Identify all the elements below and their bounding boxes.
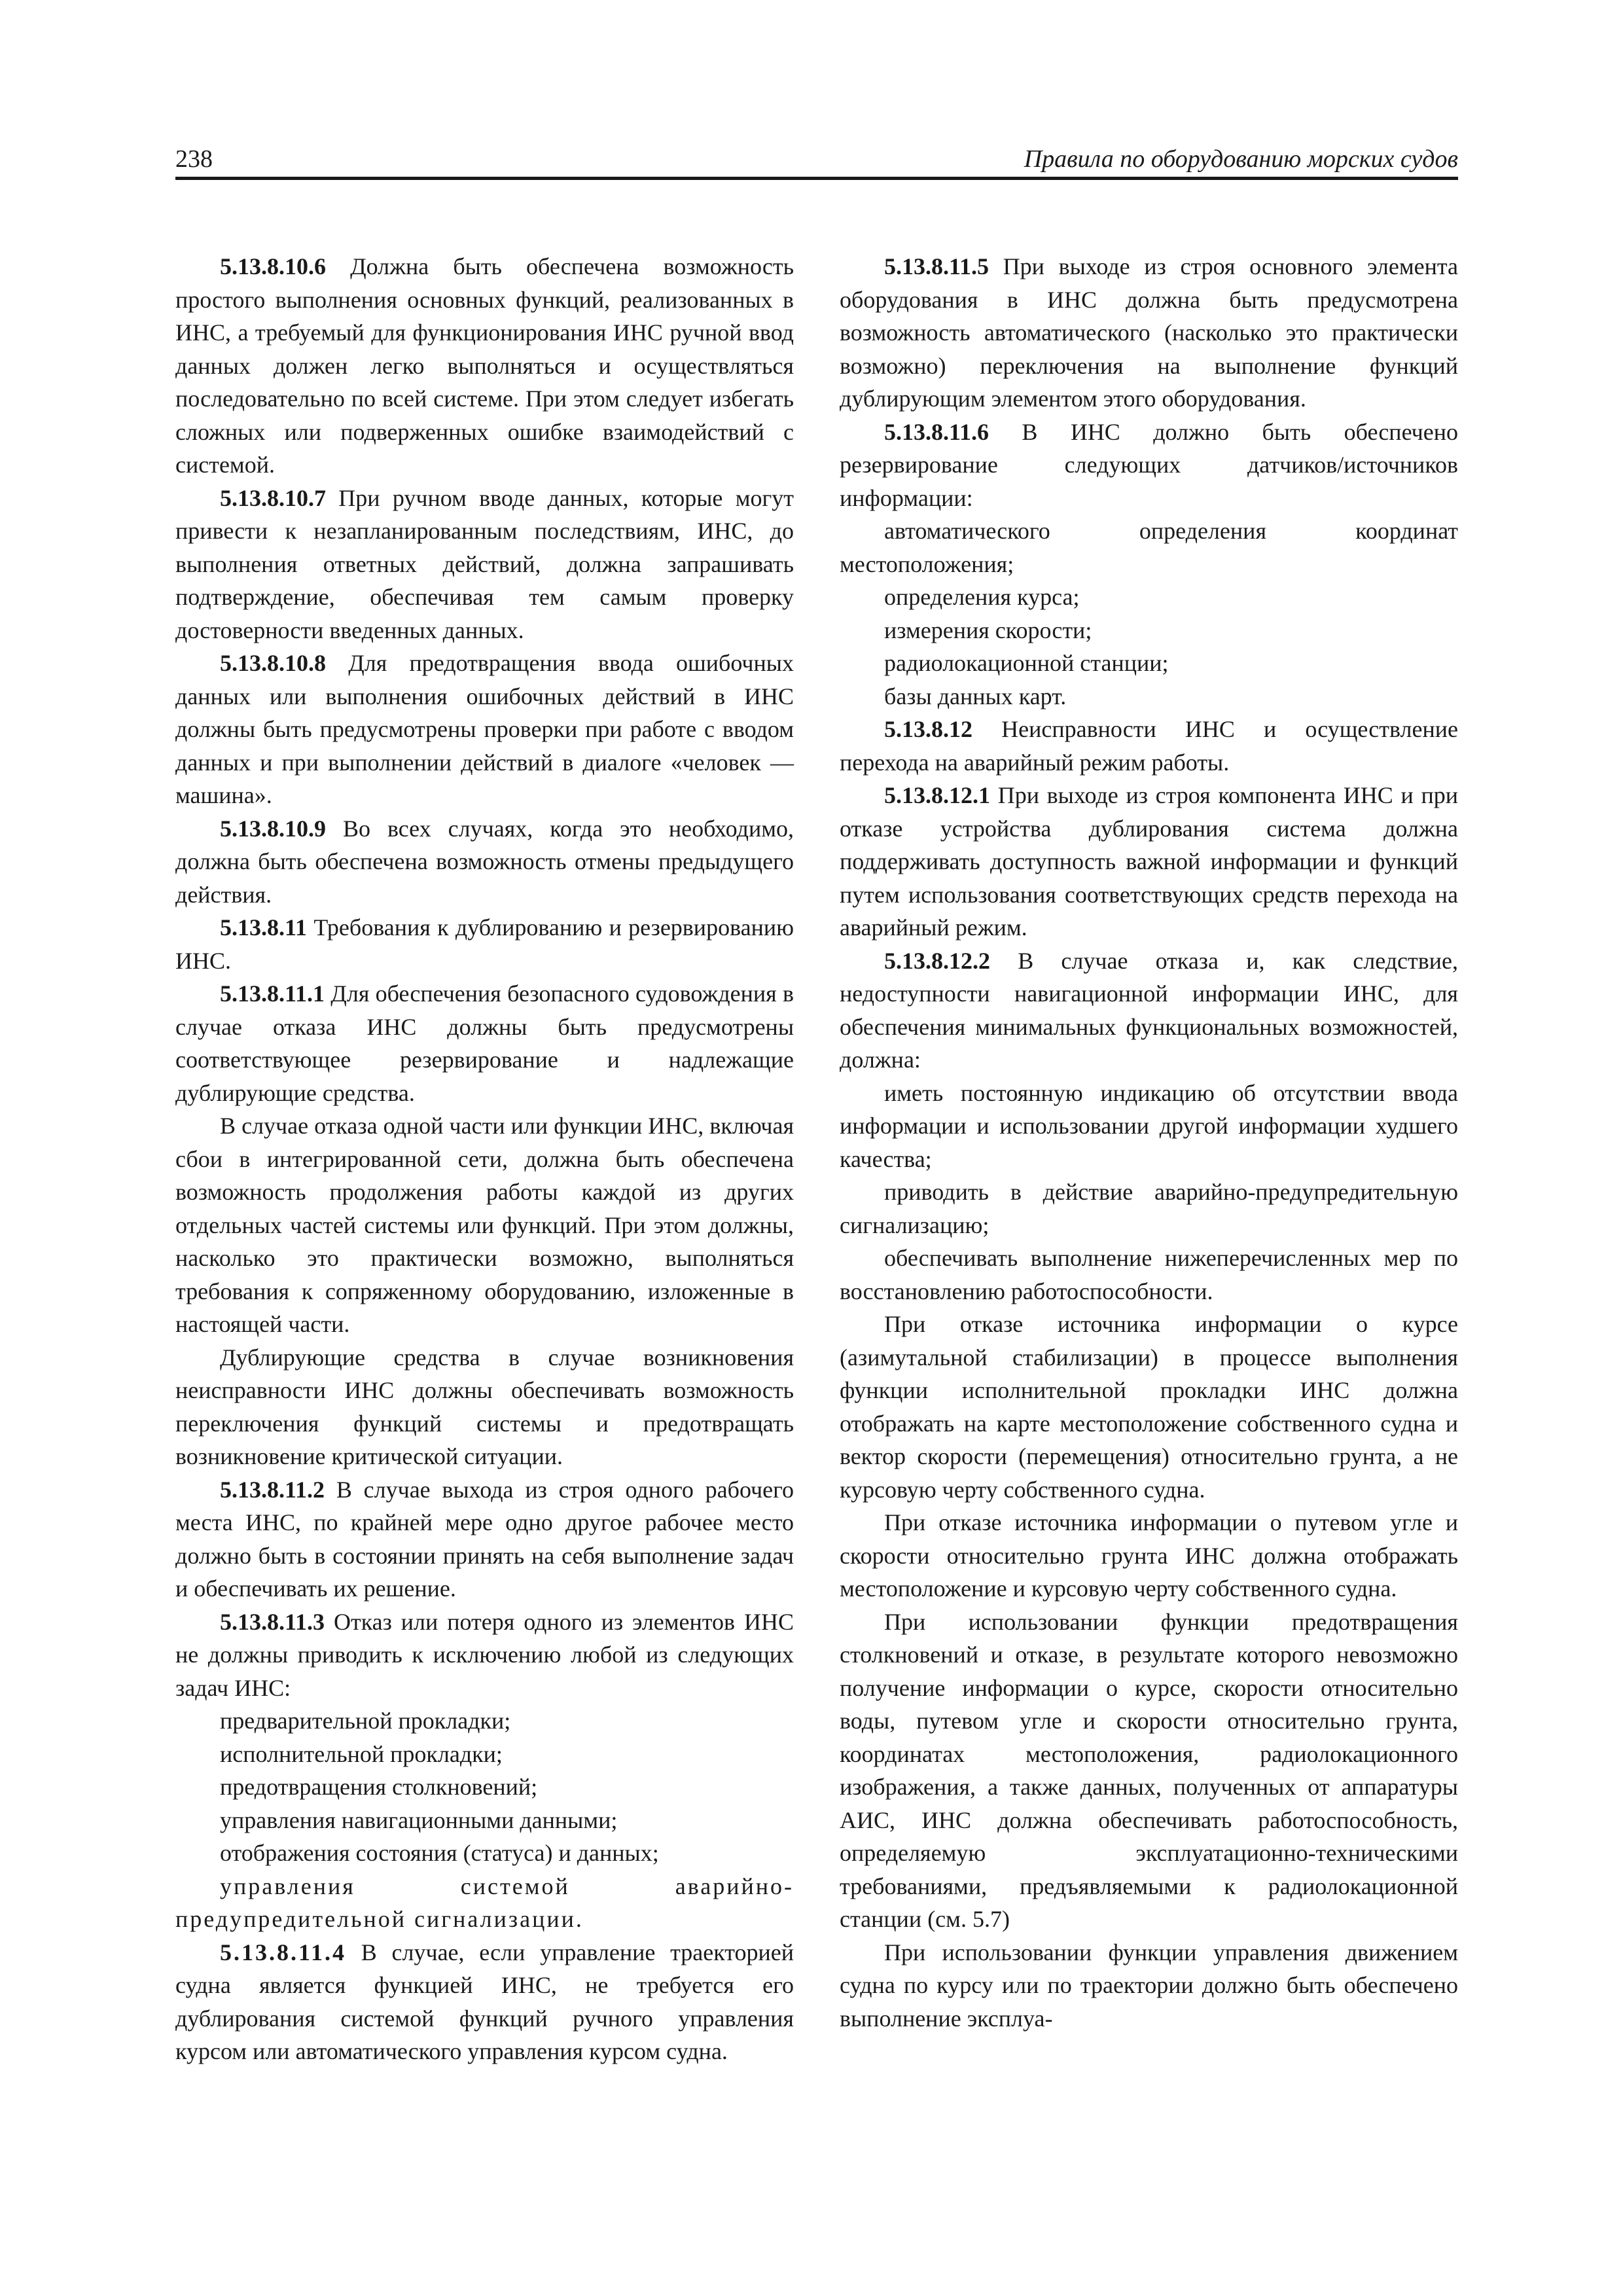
- list-item-text: определения курса;: [884, 584, 1080, 610]
- paragraph: [175, 1473, 794, 1605]
- list-item-text: предотвращения столкновений;: [220, 1774, 538, 1800]
- paragraph: [175, 911, 794, 977]
- clause-number: 5.13.8.10.9: [220, 815, 326, 842]
- list-item-text: иметь постоянную индикацию об отсутствии ввода информации и использовании другой информации худшего качества;: [840, 1079, 1458, 1172]
- paragraph-text: В случае выхода из строя одного рабочего места ИНС, по крайней мере одно другое рабочее место должно быть в состоянии принять на себя выполнение задач и обеспечивать их решение.: [175, 1476, 794, 1602]
- paragraph: [840, 944, 1458, 1077]
- list-item: [840, 1077, 1458, 1176]
- paragraph: [175, 1109, 794, 1341]
- list-item-text: управления системой аварийно-предупредительной сигнализации.: [175, 1873, 794, 1932]
- paragraph-text: При отказе источника информации о курсе (азимутальной стабилизации) в процессе выполнения функции исполнительной прокладки ИНС должна отображать на карте местоположение собственного судна и вектор скорости (перемещения) относительно грунта, а не курсовую черту собственного судна.: [840, 1311, 1458, 1503]
- paragraph-text: В случае, если управление траекторией судна является функцией ИНС, не требуется его дублирования системой функций ручного управления курсом или автоматического управления курсом судна.: [175, 1939, 794, 2064]
- clause-number: 5.13.8.11.1: [220, 980, 325, 1007]
- list-item-text: базы данных карт.: [884, 683, 1067, 709]
- paragraph: [840, 1308, 1458, 1506]
- paragraph: [840, 779, 1458, 944]
- paragraph-text: Требования к дублированию и резервированию ИНС.: [175, 914, 794, 974]
- paragraph-text: При выходе из строя основного элемента оборудования в ИНС должна быть предусмотрена возможность автоматического (насколько это практически возможно) переключения на выполнение функций дублирующим элементом этого оборудования.: [840, 253, 1458, 412]
- clause-number: 5.13.8.11.2: [220, 1476, 325, 1503]
- paragraph: [175, 1936, 794, 2068]
- paragraph: [840, 1605, 1458, 1936]
- paragraph: [840, 713, 1458, 779]
- paragraph-text: Неисправности ИНС и осуществление перехода на аварийный режим работы.: [840, 716, 1458, 776]
- header-rule: [175, 177, 1458, 180]
- paragraph: [840, 250, 1458, 416]
- clause-number: 5.13.8.12: [884, 716, 972, 742]
- paragraph: [175, 250, 794, 482]
- running-title: Правила по оборудованию морских судов: [1024, 145, 1458, 173]
- left-column: [175, 250, 794, 2068]
- paragraph: [840, 1506, 1458, 1605]
- list-item: [840, 581, 1458, 614]
- clause-number: 5.13.8.11.3: [220, 1608, 325, 1635]
- list-item-text: приводить в действие аварийно-предупредительную сигнализацию;: [840, 1179, 1458, 1238]
- list-item: [175, 1704, 794, 1738]
- list-item-text: радиолокационной станции;: [884, 650, 1169, 676]
- page-header: [175, 144, 1458, 177]
- list-item: [175, 1770, 794, 1804]
- clause-number: 5.13.8.11.6: [884, 418, 990, 445]
- clause-number: 5.13.8.10.7: [220, 484, 326, 511]
- page-number: 238: [175, 145, 213, 173]
- paragraph: [175, 1341, 794, 1473]
- paragraph: [840, 1936, 1458, 2036]
- list-item: [175, 1837, 794, 1870]
- paragraph: [175, 1605, 794, 1705]
- clause-number: 5.13.8.11: [220, 914, 308, 941]
- paragraph: [175, 977, 794, 1109]
- list-item-text: обеспечивать выполнение нижеперечисленных мер по восстановлению работоспособности.: [840, 1245, 1458, 1304]
- clause-number: 5.13.8.11.4: [220, 1939, 347, 1965]
- paragraph-text: Отказ или потеря одного из элементов ИНС не должны приводить к исключению любой из следующих задач ИНС:: [175, 1608, 794, 1701]
- clause-number: 5.13.8.10.6: [220, 253, 326, 279]
- clause-number: 5.13.8.12.2: [884, 947, 990, 974]
- paragraph-text: Дублирующие средства в случае возникновения неисправности ИНС должны обеспечивать возможность переключения функций системы и предотвращать возникновение критической ситуации.: [175, 1344, 794, 1469]
- clause-number: 5.13.8.10.8: [220, 650, 326, 676]
- list-item: [175, 1738, 794, 1771]
- list-item-text: автоматического определения координат местоположения;: [840, 518, 1458, 577]
- paragraph-text: При выходе из строя компонента ИНС и при отказе устройства дублирования система должна поддерживать доступность важной информации и функций путем использования соответствующих средств перехода на аварийный режим.: [840, 782, 1458, 941]
- right-column: [840, 250, 1458, 2035]
- paragraph: [175, 647, 794, 812]
- paragraph-text: В случае отказа одной части или функции ИНС, включая сбои в интегрированной сети, должна быть обеспечена возможность продолжения работы каждой из других отдельных частей системы или функций. При этом должны, насколько это практически возможно, выполняться требования к сопряженному оборудованию, изложенные в настоящей части.: [175, 1113, 794, 1337]
- paragraph: [840, 416, 1458, 515]
- paragraph-text: При отказе источника информации о путевом угле и скорости относительно грунта ИНС должна отображать местоположение и курсовую черту собственного судна.: [840, 1509, 1458, 1602]
- paragraph-text: При использовании функции предотвращения столкновений и отказе, в результате которого невозможно получение информации о курсе, скорости относительно воды, путевом угле и скорости относительно грунта, координатах местоположения, радиолокационного изображения, а также данных, полученных от аппаратуры АИС, ИНС должна обеспечивать работоспособность, определяемую эксплуатационно-техническими требованиями, предъявляемыми к радиолокационной станции (см. 5.7): [840, 1608, 1458, 1932]
- list-item-text: измерения скорости;: [884, 617, 1092, 643]
- paragraph-text: В ИНС должно быть обеспечено резервирование следующих датчиков/источников информации:: [840, 418, 1458, 511]
- clause-number: 5.13.8.12.1: [884, 782, 990, 808]
- paragraph-text: Для предотвращения ввода ошибочных данных или выполнения ошибочных действий в ИНС должны быть предусмотрены проверки при работе с вводом данных и при выполнении действий в диалоге «человек — машина».: [175, 650, 794, 808]
- list-item: [840, 680, 1458, 713]
- list-item-text: исполнительной прокладки;: [220, 1740, 503, 1767]
- list-item: [175, 1870, 794, 1936]
- list-item: [840, 514, 1458, 581]
- list-item: [175, 1804, 794, 1837]
- list-item: [840, 1175, 1458, 1242]
- paragraph-text: Должна быть обеспечена возможность простого выполнения основных функций, реализованных в ИНС, а требуемый для функционирования ИНС ручной ввод данных должен легко выполняться и осуществляться последовательно по всей системе. При этом следует избегать сложных или подверженных ошибке взаимодействий с системой.: [175, 253, 794, 478]
- paragraph-text: Во всех случаях, когда это необходимо, должна быть обеспечена возможность отмены предыдущего действия.: [175, 815, 794, 908]
- paragraph: [175, 482, 794, 647]
- list-item: [840, 1242, 1458, 1308]
- list-item: [840, 614, 1458, 647]
- paragraph-text: В случае отказа и, как следствие, недоступности навигационной информации ИНС, для обеспечения минимальных функциональных возможностей, должна:: [840, 947, 1458, 1073]
- paragraph-text: При использовании функции управления движением судна по курсу или по траектории должно быть обеспечено выполнение эксплуа-: [840, 1939, 1458, 2032]
- list-item-text: отображения состояния (статуса) и данных;: [220, 1840, 659, 1866]
- paragraph-text: Для обеспечения безопасного судовождения в случае отказа ИНС должны быть предусмотрены соответствующее резервирование и надлежащие дублирующие средства.: [175, 980, 794, 1106]
- list-item-text: предварительной прокладки;: [220, 1708, 511, 1734]
- paragraph: [175, 812, 794, 912]
- paragraph-text: При ручном вводе данных, которые могут привести к незапланированным последствиям, ИНС, до выполнения ответных действий, должна запрашивать подтверждение, обеспечивая тем самым проверку достоверности введенных данных.: [175, 484, 794, 643]
- clause-number: 5.13.8.11.5: [884, 253, 990, 279]
- list-item-text: управления навигационными данными;: [220, 1806, 618, 1833]
- list-item: [840, 647, 1458, 680]
